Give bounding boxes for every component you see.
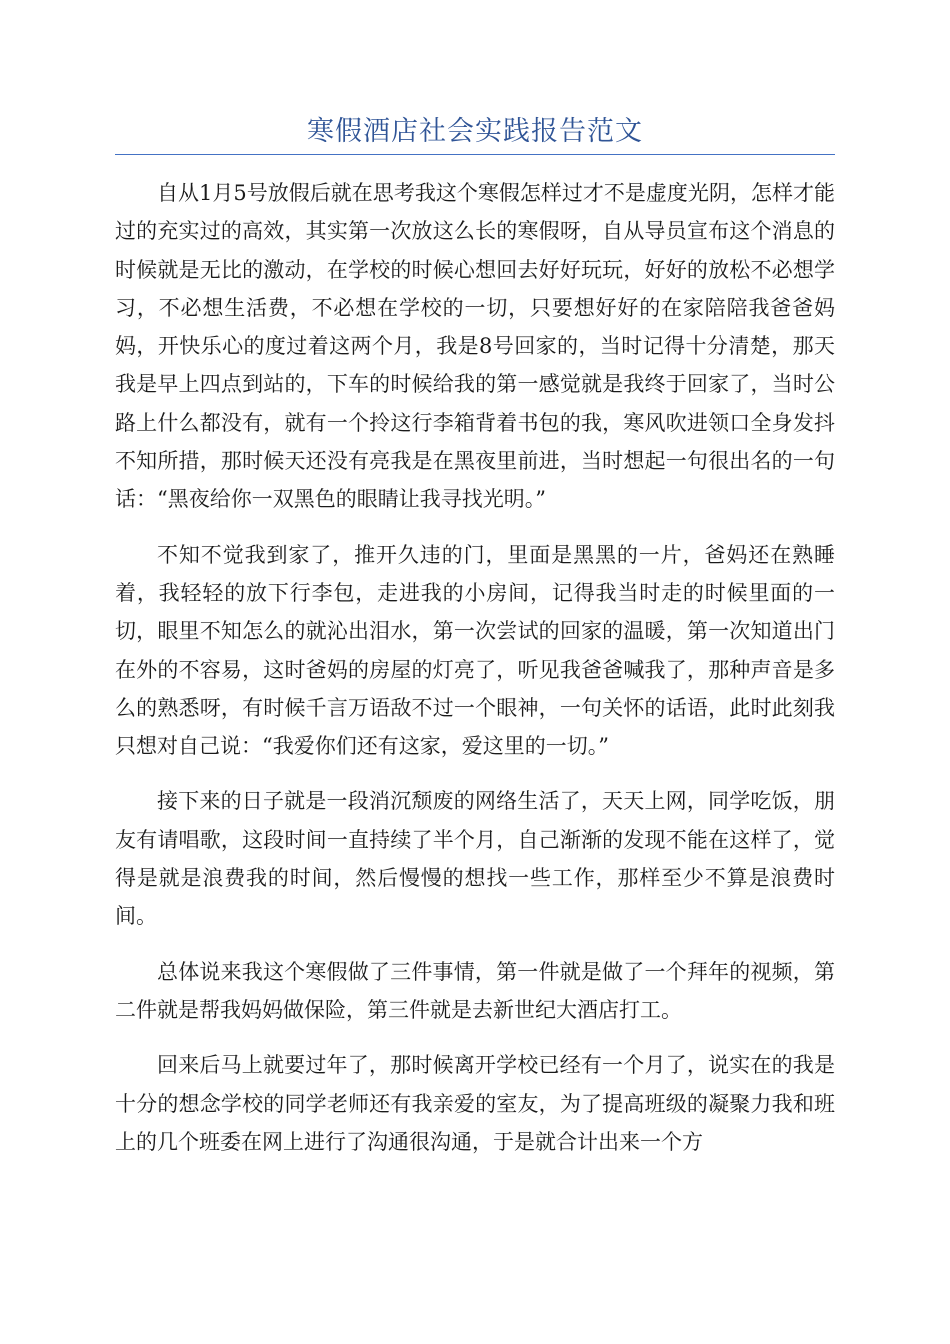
document-body [115,174,835,1178]
title-underline [115,154,835,155]
paragraph-2: 不知不觉我到家了，推开久违的门，里面是黑黑的一片，爸妈还在熟睡着，我轻轻的放下行李包，走进我的小房间，记得我当时走的时候里面的一切，眼里不知怎么的就沁出泪水，第一次尝试的回家的温暖，第一次知道出门在外的不容易，这时爸妈的房屋的灯亮了，听见我爸爸喊我了，那种声音是多么的熟悉呀，有时候千言万语敌不过一个眼神，一句关怀的话语，此时此刻我只想对自己说：“我爱你们还有这家，爱这里的一切。” [115,542,835,759]
paragraph-5: 回来后马上就要过年了，那时候离开学校已经有一个月了，说实在的我是十分的想念学校的同学老师还有我亲爱的室友，为了提高班级的凝聚力我和班上的几个班委在网上进行了沟通很沟通，于是就合计出来一个方 [115,1053,835,1154]
paragraph-3: 接下来的日子就是一段消沉颓废的网络生活了，天天上网，同学吃饭，朋友有请唱歌，这段时间一直持续了半个月，自己渐渐的发现不能在这样了，觉得是就是浪费我的时间，然后慢慢的想找一些工作，那样至少不算是浪费时间。 [115,789,835,929]
paragraph-1: 自从1月5号放假后就在思考我这个寒假怎样过才不是虚度光阴，怎样才能过的充实过的高效，其实第一次放这么长的寒假呀，自从导员宣布这个消息的时候就是无比的激动，在学校的时候心想回去好好玩玩，好好的放松不必想学习，不必想生活费，不必想在学校的一切，只要想好好的在家陪陪我爸爸妈妈，开快乐心的度过着这两个月，我是8号回家的，当时记得十分清楚，那天我是早上四点到站的，下车的时候给我的第一感觉就是我终于回家了，当时公路上什么都没有，就有一个拎这行李箱背着书包的我，寒风吹进领口全身发抖不知所措，那时候天还没有亮我是在黑夜里前进，当时想起一句很出名的一句话：“黑夜给你一双黑色的眼睛让我寻找光明。” [115,181,835,512]
document-title: 寒假酒店社会实践报告范文 [307,116,643,147]
paragraph-4: 总体说来我这个寒假做了三件事情，第一件就是做了一个拜年的视频，第二件就是帮我妈妈做保险，第三件就是去新世纪大酒店打工。 [115,959,835,1022]
